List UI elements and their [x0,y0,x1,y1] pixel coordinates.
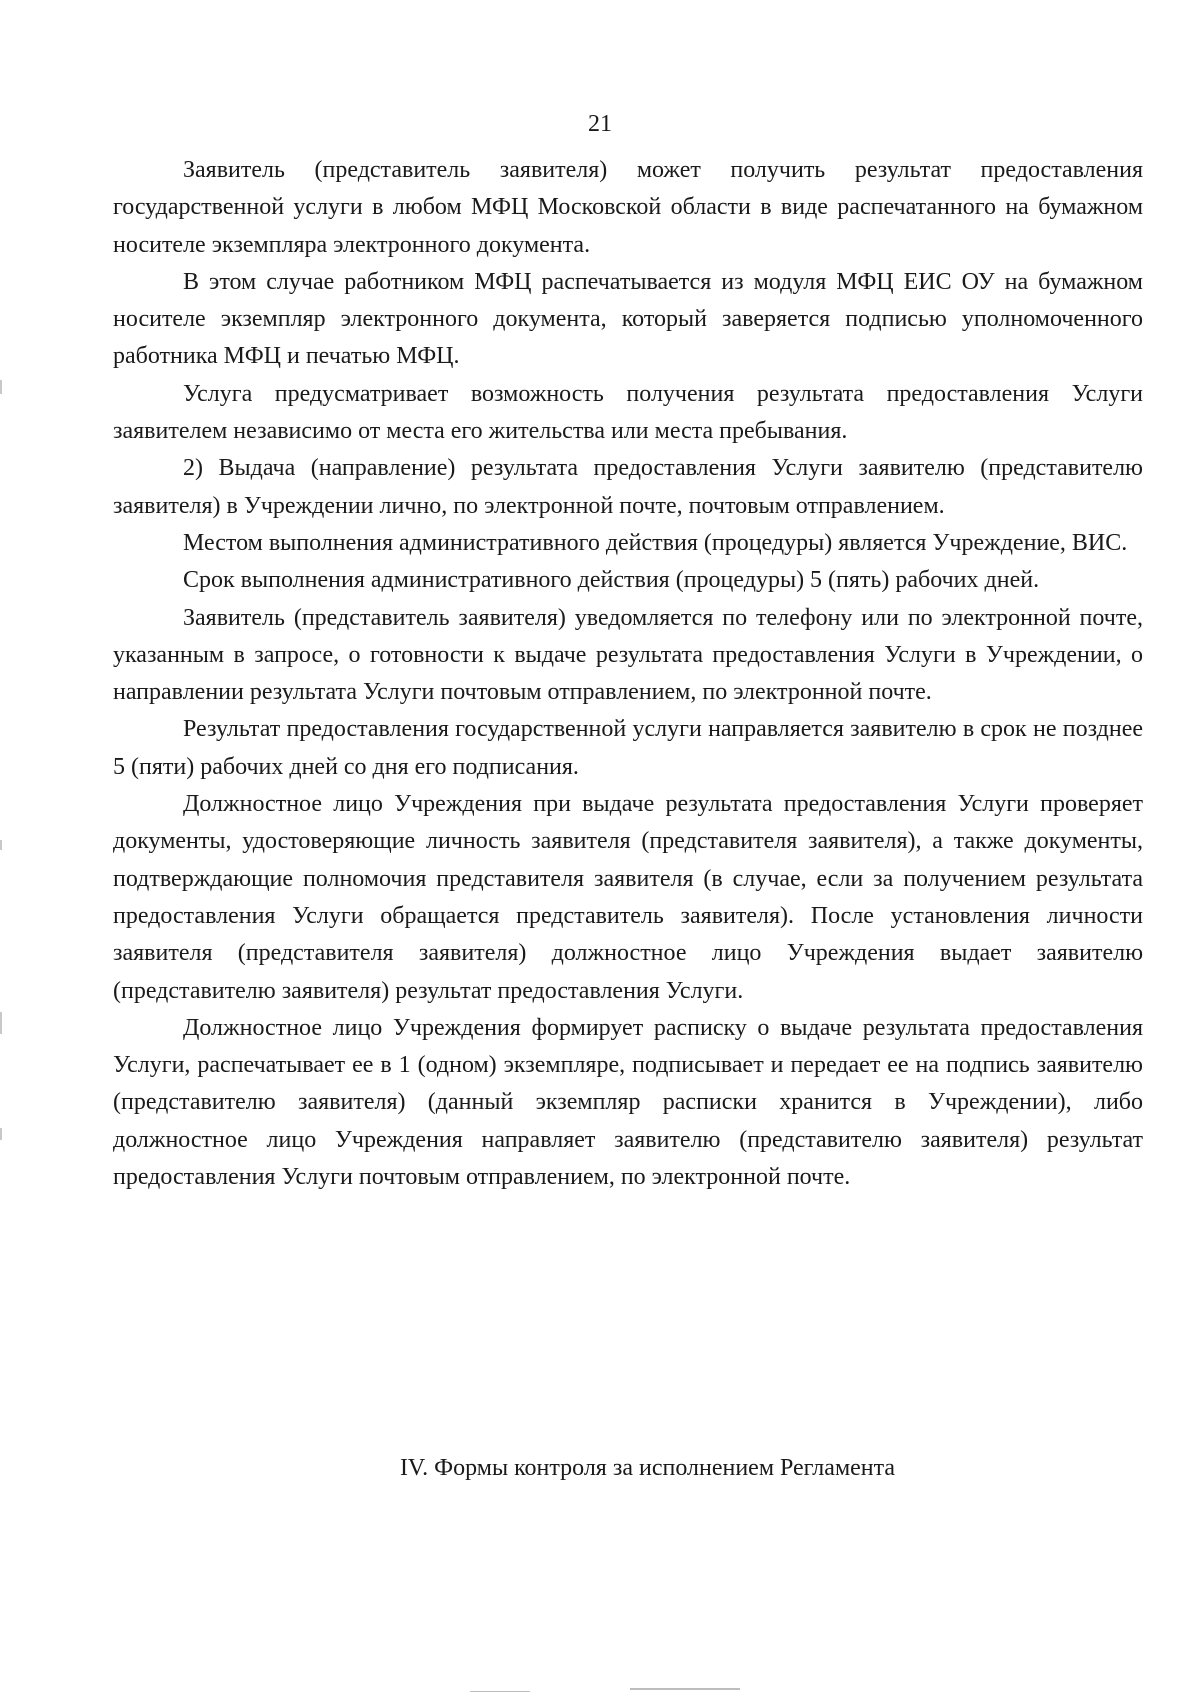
paragraph-identity-check: Должностное лицо Учреждения при выдаче результата предоставления Услуги проверяет документы, удостоверяющие личность заявителя (представителя заявителя), а также документы, подтверждающие полномочия представителя заявителя (в случае, если за получением результата предоставления Услуги обращается представитель заявителя). После установления личности заявителя (представителя заявителя) должностное лицо Учреждения выдает заявителю (представителю заявителя) результат предоставления Услуги. [113,791,1143,1004]
scan-edge-mark [0,840,2,850]
paragraph-place-of-action: Местом выполнения административного действия (процедуры) является Учреждение, ВИС. [183,529,1128,556]
scan-edge-mark [0,380,2,394]
paragraph-deadline: Срок выполнения административного действия (процедуры) 5 (пять) рабочих дней. [183,567,1040,594]
scan-bottom-mark [470,1691,530,1692]
scan-bottom-mark [630,1688,740,1690]
body-text [113,152,1143,1196]
paragraph-result-sending: Результат предоставления государственной услуги направляется заявителю в срок не позднее 5 (пяти) рабочих дней со дня его подписания. [113,716,1143,780]
paragraph-notification: Заявитель (представитель заявителя) уведомляется по телефону или по электронной почте, указанным в запросе, о готовности к выдаче результата предоставления Услуги в Учреждении, о направлении результата Услуги почтовым отправлением, по электронной почте. [113,604,1143,706]
paragraph-issuance-method: 2) Выдача (направление) результата предоставления Услуги заявителю (представителю заявителя) в Учреждении лично, по электронной почте, почтовым отправлением. [113,455,1143,519]
paragraph-mfc-result: Заявитель (представитель заявителя) может получить результат предоставления государственной услуги в любом МФЦ Московской области в виде распечатанного на бумажном носителе экземпляра электронного документа. [113,157,1143,258]
scan-edge-mark [0,1012,2,1034]
paragraph-location-independence: Услуга предусматривает возможность получения результата предоставления Услуги заявителем независимо от места его жительства или места пребывания. [113,380,1143,445]
paragraph-mfc-printout: В этом случае работником МФЦ распечатывается из модуля МФЦ ЕИС ОУ на бумажном носителе экземпляр электронного документа, который заверяется подписью уполномоченного работника МФЦ и печатью МФЦ. [113,268,1143,370]
page-number: 21 [588,111,612,137]
section-heading: IV. Формы контроля за исполнением Регламента [399,1455,896,1481]
paragraph-receipt: Должностное лицо Учреждения формирует расписку о выдаче результата предоставления Услуги, распечатывает ее в 1 (одном) экземпляре, подписывает и передает ее на подпись заявителю (представителю заявителя) (данный экземпляр расписки хранится в Учреждении), либо должностное лицо Учреждения направляет заявителю (представителю заявителя) результат предоставления Услуги почтовым отправлением, по электронной почте. [113,1014,1143,1191]
scan-edge-mark [0,1128,2,1140]
